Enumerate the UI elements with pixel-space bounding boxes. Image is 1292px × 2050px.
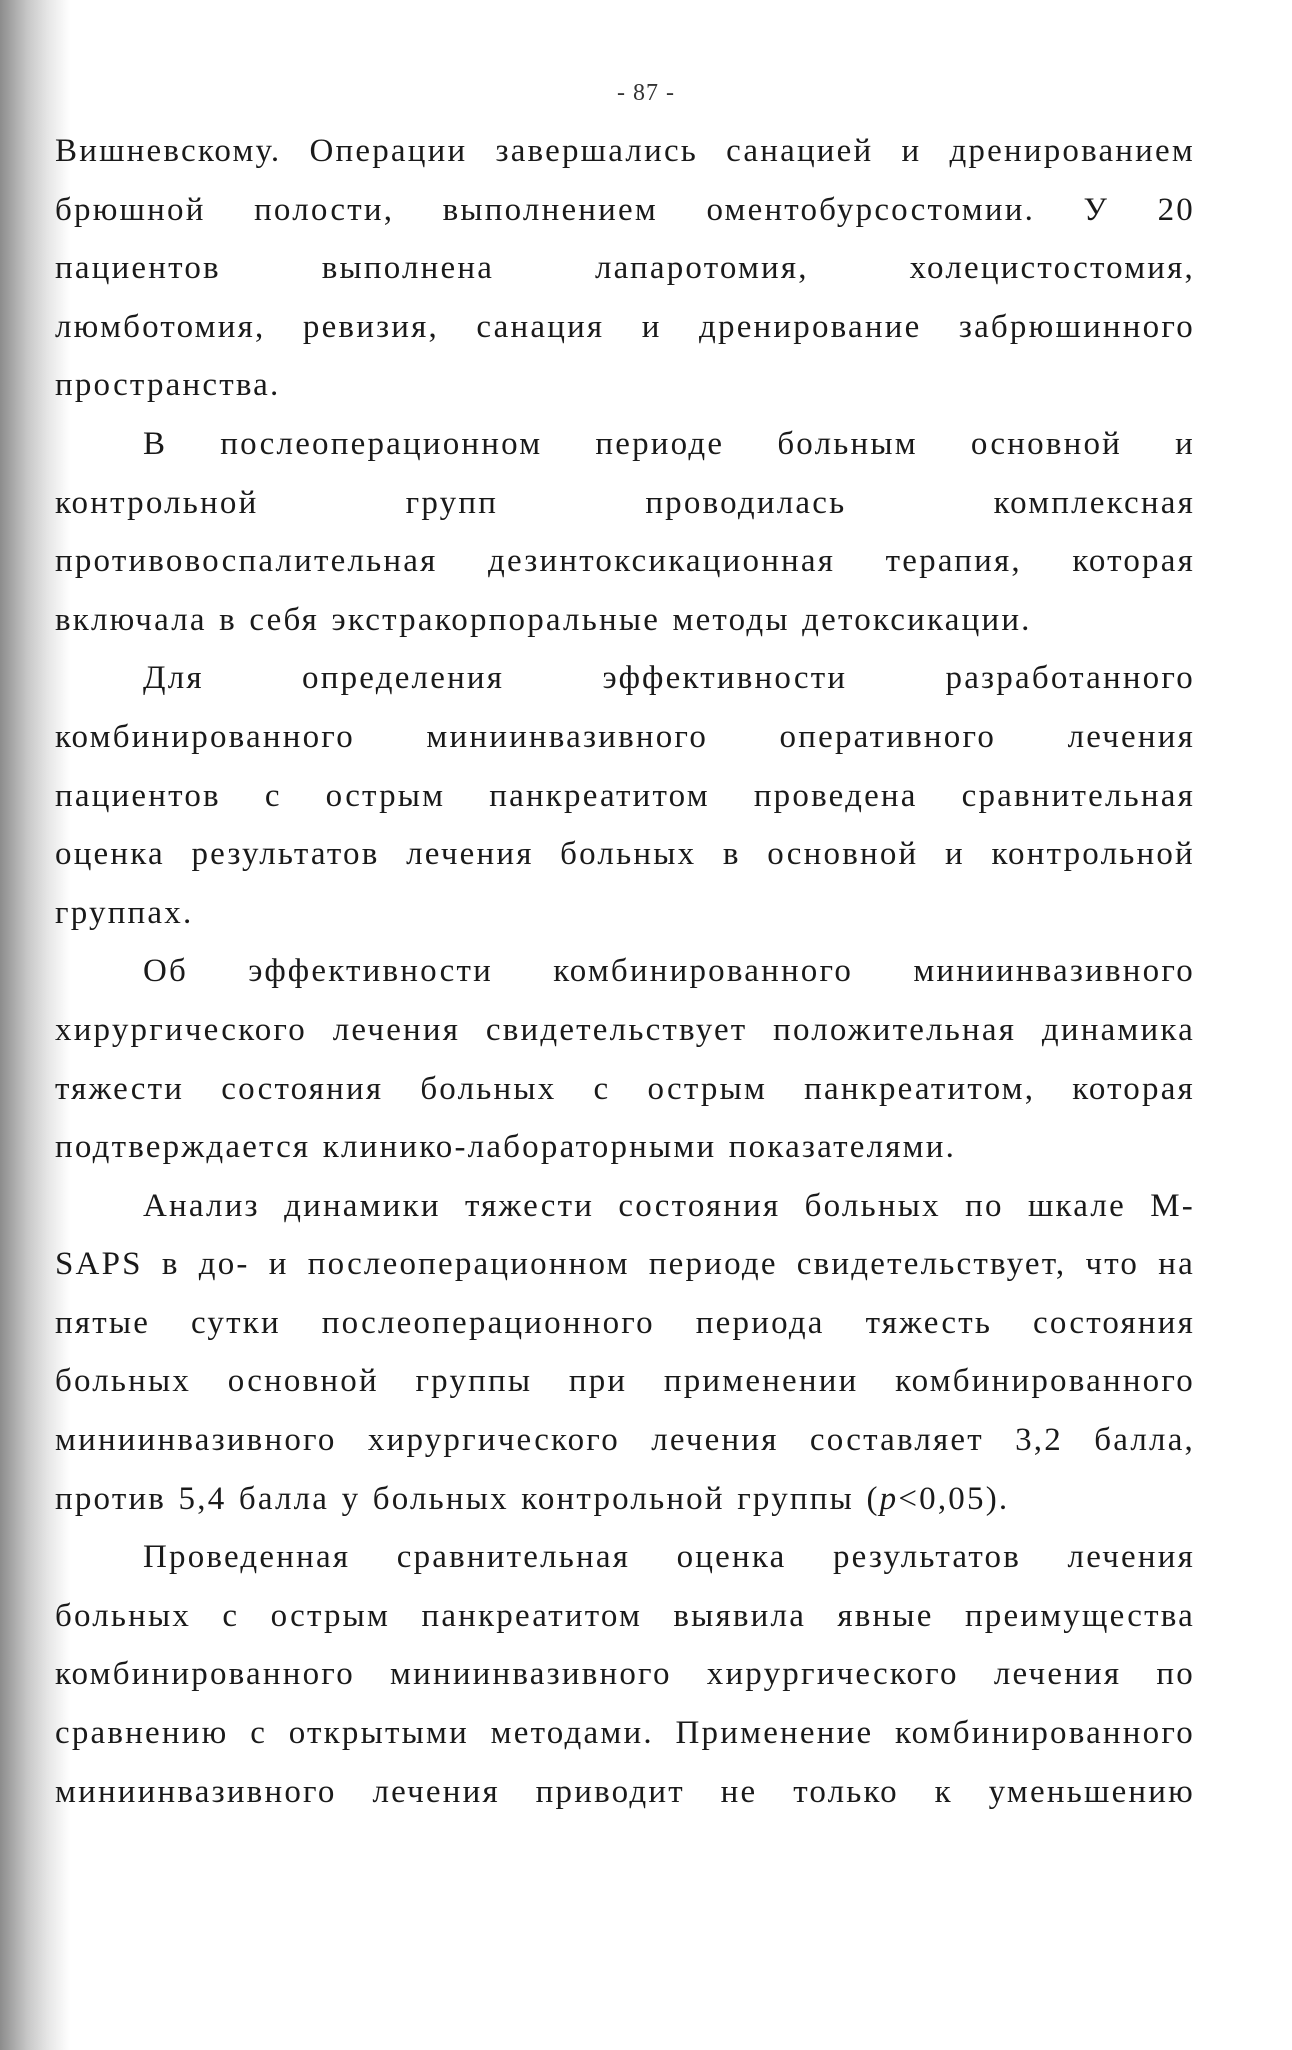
word: Вишневскому. — [55, 133, 282, 169]
word: применении — [663, 1363, 859, 1400]
word: больных — [55, 1597, 192, 1634]
word: больных — [804, 1187, 941, 1224]
text-line — [55, 1001, 1195, 1060]
word: с — [222, 1597, 240, 1634]
word: послеоперационном — [307, 1246, 630, 1283]
text-line — [55, 767, 1195, 826]
word: приводит — [535, 1773, 685, 1810]
text-line — [55, 1645, 1195, 1704]
word: лечения — [1067, 1539, 1195, 1576]
word: динамика — [1041, 1011, 1195, 1048]
word: уменьшению — [988, 1773, 1195, 1810]
word: миниинвазивного — [426, 718, 709, 755]
text-line — [55, 1177, 1195, 1236]
word: составляет — [809, 1422, 984, 1459]
word: основной — [767, 836, 919, 873]
word: и — [268, 1246, 289, 1283]
word: оментобурсостомии. — [706, 191, 1036, 228]
word: лечения — [406, 836, 534, 873]
word: лечения — [372, 1773, 500, 1810]
word: оперативного — [779, 718, 997, 755]
word: дренированием — [949, 133, 1195, 169]
word: основной — [970, 425, 1123, 462]
word: санацией — [726, 133, 874, 169]
word: больных — [420, 1070, 557, 1107]
word: эффективности — [602, 660, 848, 697]
word: тяжести — [55, 1070, 185, 1107]
word: комбинированного — [55, 1656, 355, 1693]
word: дренирование — [699, 308, 922, 345]
word: свидетельствует, — [796, 1246, 1067, 1283]
word: динамики — [284, 1187, 441, 1224]
word: дезинтоксикационная — [488, 543, 836, 580]
word: свидетельствует — [485, 1011, 748, 1048]
word: панкреатитом, — [804, 1070, 1036, 1107]
word: сравнительная — [961, 777, 1195, 814]
word: выполнением — [442, 191, 658, 228]
word: контрольной — [55, 484, 259, 521]
word: 20 — [1157, 191, 1195, 228]
text-line — [55, 1060, 1195, 1119]
word: проведена — [753, 777, 918, 814]
word: комбинированного — [553, 953, 854, 990]
word: результатов — [832, 1539, 1022, 1576]
text-line — [55, 181, 1195, 240]
word: лапаротомия, — [594, 250, 809, 287]
text-line — [55, 825, 1195, 884]
word: больных — [55, 1363, 192, 1400]
text-line — [55, 532, 1195, 591]
first-word: Об — [143, 953, 189, 990]
word: состояния — [221, 1070, 384, 1107]
word: сравнительная — [396, 1539, 631, 1576]
word: при — [568, 1363, 628, 1400]
word: комбинированного — [895, 1363, 1195, 1400]
word: SAPS — [55, 1246, 143, 1283]
word: и — [945, 836, 965, 873]
word: что — [1085, 1246, 1140, 1283]
word: и — [641, 308, 662, 345]
word: острым — [270, 1597, 391, 1634]
word: M- — [1150, 1187, 1195, 1224]
text-line — [55, 649, 1195, 708]
word: периоде — [595, 425, 725, 462]
word: сравнению — [55, 1715, 229, 1752]
text-line — [55, 1587, 1195, 1646]
word: тяжести — [464, 1187, 595, 1224]
text-line — [55, 1411, 1195, 1470]
page-number: - 87 - — [617, 80, 675, 106]
word: по — [1156, 1656, 1195, 1693]
text-line: пространства. — [55, 367, 281, 404]
word: ревизия, — [302, 308, 439, 345]
word: открытыми — [288, 1715, 469, 1752]
word: холецистостомия, — [909, 250, 1195, 287]
word: завершались — [495, 133, 699, 169]
text-line — [55, 942, 1195, 1001]
text-line: против 5,4 балла у больных контрольной группы (p<0,05). — [55, 1480, 1010, 1517]
word: У — [1083, 191, 1110, 228]
word: периоде — [648, 1246, 778, 1283]
word: тяжесть — [865, 1304, 993, 1341]
text-line: подтверждается клинико-лабораторными показателями. — [55, 1129, 957, 1166]
word: которая — [1072, 1070, 1195, 1107]
word: преимущества — [964, 1597, 1195, 1634]
text-line: группах. — [55, 894, 194, 931]
word: лечения — [1067, 718, 1195, 755]
word: до- — [198, 1246, 250, 1283]
word: оценка — [55, 836, 165, 873]
word: периода — [695, 1304, 825, 1341]
word: и — [1175, 425, 1195, 462]
text-line — [55, 415, 1195, 474]
word: хирургического — [55, 1011, 308, 1048]
word: миниинвазивного — [55, 1773, 337, 1810]
word: с — [250, 1715, 268, 1752]
word: миниинвазивного — [55, 1422, 337, 1459]
word: шкале — [1027, 1187, 1126, 1224]
word: основной — [227, 1363, 379, 1400]
word: состояния — [1033, 1304, 1195, 1341]
text-line — [55, 474, 1195, 533]
text-line — [55, 239, 1195, 298]
word: методами. — [490, 1715, 654, 1752]
word: санация — [476, 308, 605, 345]
word: пациентов — [55, 250, 221, 287]
first-word: В — [143, 425, 168, 462]
text-line — [55, 1352, 1195, 1411]
word: послеоперационного — [321, 1304, 655, 1341]
word: балла, — [1094, 1422, 1195, 1459]
word: больных — [560, 836, 697, 873]
word: на — [1158, 1246, 1195, 1283]
word: не — [720, 1773, 758, 1810]
word: пятые — [55, 1304, 151, 1341]
text-line — [55, 122, 1195, 181]
word: в — [722, 836, 741, 873]
word: которая — [1072, 543, 1195, 580]
word: комбинированного — [895, 1715, 1195, 1752]
word: выявила — [673, 1597, 807, 1634]
word: люмботомия, — [55, 308, 266, 345]
word: послеоперационном — [220, 425, 543, 462]
word: хирургического — [706, 1656, 959, 1693]
first-word: Анализ — [143, 1187, 260, 1224]
word: лечения — [993, 1656, 1122, 1693]
word: с — [264, 777, 282, 814]
word: комплексная — [993, 484, 1195, 521]
word: только — [793, 1773, 899, 1810]
word: Применение — [675, 1715, 874, 1752]
word: выполнена — [321, 250, 495, 287]
word: группы — [415, 1363, 533, 1400]
word: результатов — [191, 836, 380, 873]
word: миниинвазивного — [390, 1656, 672, 1693]
word: состояния — [618, 1187, 781, 1224]
word: контрольной — [991, 836, 1195, 873]
text-line — [55, 1294, 1195, 1353]
word: забрюшинного — [958, 308, 1195, 345]
word: к — [934, 1773, 953, 1810]
word: эффективности — [248, 953, 493, 990]
word: лечения — [651, 1422, 779, 1459]
text-line: включала в себя экстракорпоральные методы детоксикации. — [55, 601, 1032, 638]
word: сутки — [191, 1304, 281, 1341]
word: острым — [325, 777, 446, 814]
text-line — [55, 298, 1195, 357]
text-line — [55, 1763, 1195, 1822]
text-line — [55, 1704, 1195, 1763]
word: и — [901, 133, 922, 169]
word: групп — [405, 484, 499, 521]
word: противовоспалительная — [55, 543, 438, 580]
first-word: Проведенная — [143, 1539, 351, 1576]
word: по — [965, 1187, 1004, 1224]
text-line — [55, 1235, 1195, 1294]
word: определения — [302, 660, 505, 697]
word: 3,2 — [1015, 1422, 1063, 1459]
body-text — [55, 122, 1195, 1821]
word: полости, — [254, 191, 395, 228]
word: острым — [647, 1070, 768, 1107]
word: хирургического — [367, 1422, 620, 1459]
word: Операции — [309, 133, 468, 169]
word: лечения — [332, 1011, 461, 1048]
word: разработанного — [945, 660, 1195, 697]
word: с — [593, 1070, 611, 1107]
word: брюшной — [55, 191, 206, 228]
word: больным — [777, 425, 918, 462]
word: оценка — [676, 1539, 787, 1576]
word: комбинированного — [55, 718, 355, 755]
text-line — [55, 708, 1195, 767]
first-word: Для — [143, 660, 204, 697]
word: пациентов — [55, 777, 221, 814]
word: проводилась — [645, 484, 847, 521]
word: миниинвазивного — [913, 953, 1195, 990]
word: положительная — [773, 1011, 1017, 1048]
word: терапия, — [885, 543, 1022, 580]
word: панкреатитом — [421, 1597, 643, 1634]
word: явные — [837, 1597, 934, 1634]
text-line — [55, 1528, 1195, 1587]
word: панкреатитом — [489, 777, 710, 814]
word: в — [161, 1246, 180, 1283]
